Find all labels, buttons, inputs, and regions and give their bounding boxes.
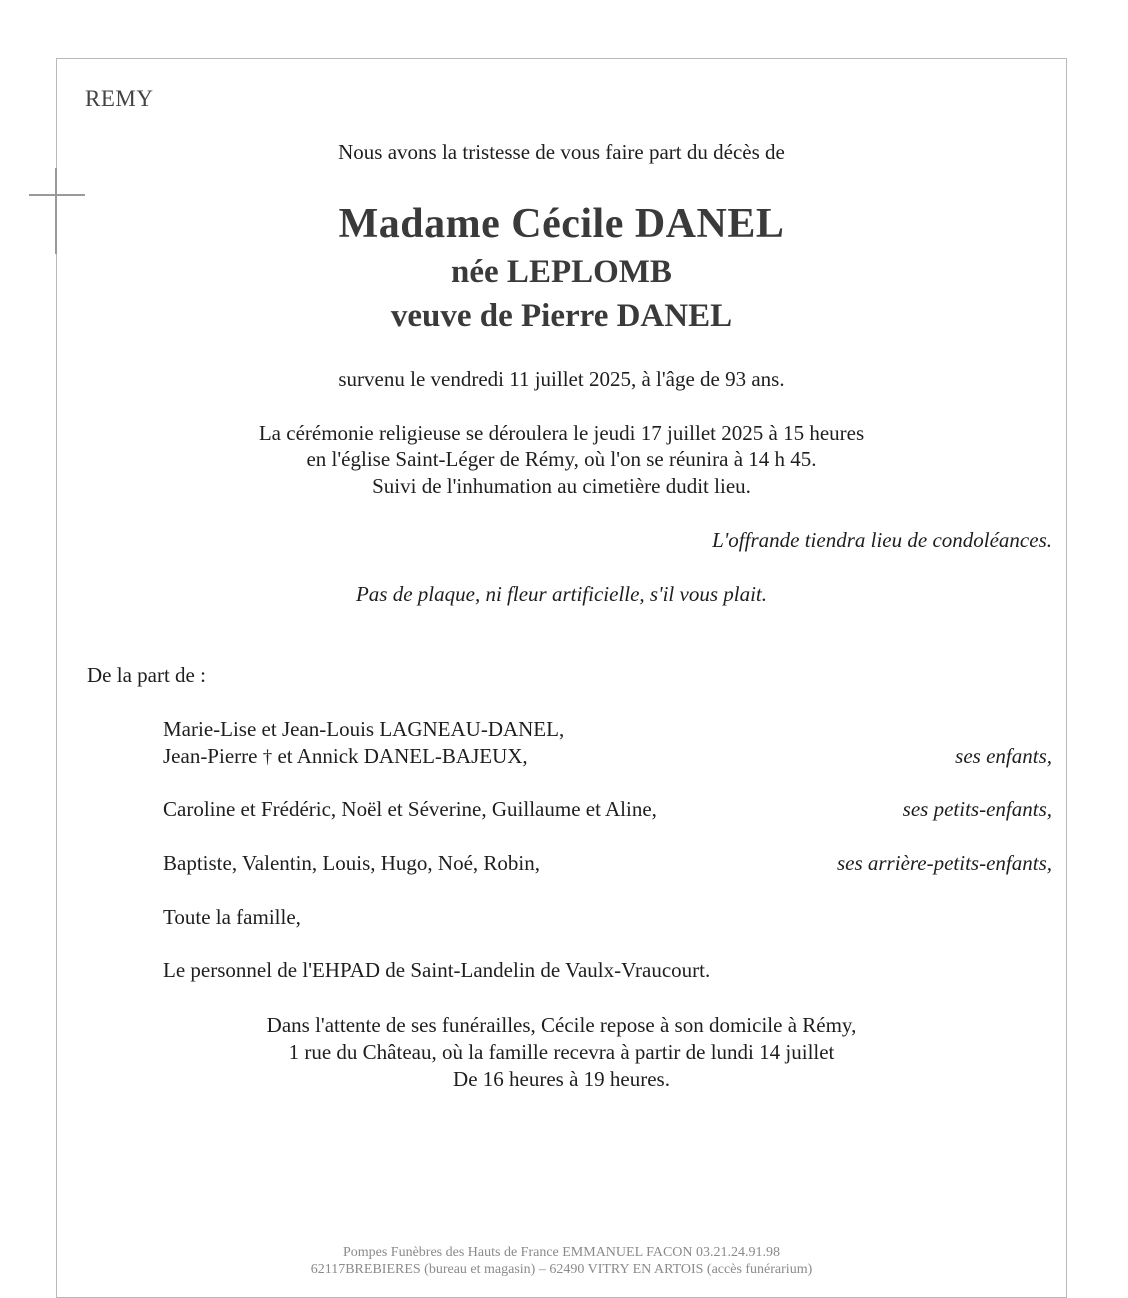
child-name-2: et Annick DANEL-BAJEUX, bbox=[277, 744, 528, 768]
children-line-1: Marie-Lise et Jean-Louis LAGNEAU-DANEL, bbox=[163, 717, 565, 741]
funeral-home-line-2: 62117BREBIERES (bureau et magasin) – 62490 VITRY EN ARTOIS (accès funérarium) bbox=[310, 1262, 813, 1277]
children-role: ses enfants, bbox=[955, 744, 1052, 768]
child-name: Jean-Pierre bbox=[163, 744, 258, 768]
great-grandchildren-role: ses arrière-petits-enfants, bbox=[836, 851, 1052, 875]
great-grandchildren-line: Baptiste, Valentin, Louis, Hugo, Noé, Robin, bbox=[163, 851, 541, 875]
town-name: REMY bbox=[85, 86, 154, 111]
no-flowers-note: Pas de plaque, ni fleur artificielle, s'il vous plait. bbox=[355, 582, 768, 606]
staff-line: Le personnel de l'EHPAD de Saint-Landelin de Vaulx-Vraucourt. bbox=[163, 958, 711, 982]
death-notice: survenu le vendredi 11 juillet 2025, à l'âge de 93 ans. bbox=[338, 367, 785, 391]
wake-line-3: De 16 heures à 19 heures. bbox=[453, 1067, 670, 1091]
children-line-2 bbox=[163, 744, 528, 769]
intro-text: Nous avons la tristesse de vous faire part du décès de bbox=[338, 140, 785, 164]
ceremony-line-1: La cérémonie religieuse se déroulera le jeudi 17 juillet 2025 à 15 heures bbox=[258, 421, 865, 445]
from-label: De la part de : bbox=[87, 663, 206, 687]
ceremony-line-2: en l'église Saint-Léger de Rémy, où l'on se réunira à 14 h 45. bbox=[306, 447, 817, 471]
wake-line-1: Dans l'attente de ses funérailles, Cécile repose à son domicile à Rémy, bbox=[266, 1013, 857, 1037]
offering-note: L'offrande tiendra lieu de condoléances. bbox=[712, 528, 1052, 552]
maiden-name: née LEPLOMB bbox=[451, 254, 672, 290]
funeral-home-line-1: Pompes Funèbres des Hauts de France EMMANUEL FACON 03.21.24.91.98 bbox=[342, 1245, 781, 1260]
widow-of: veuve de Pierre DANEL bbox=[390, 298, 733, 334]
grandchildren-line: Caroline et Frédéric, Noël et Séverine, Guillaume et Aline, bbox=[163, 797, 657, 821]
wake-line-2: 1 rue du Château, où la famille recevra à partir de lundi 14 juillet bbox=[288, 1040, 835, 1064]
grandchildren-role: ses petits-enfants, bbox=[902, 797, 1052, 821]
whole-family-line: Toute la famille, bbox=[163, 905, 301, 929]
deceased-name: Madame Cécile DANEL bbox=[338, 201, 785, 247]
ceremony-line-3: Suivi de l'inhumation au cimetière dudit lieu. bbox=[372, 474, 751, 498]
cross-icon-bar bbox=[29, 194, 85, 196]
deceased-dagger-icon: † bbox=[262, 747, 273, 768]
